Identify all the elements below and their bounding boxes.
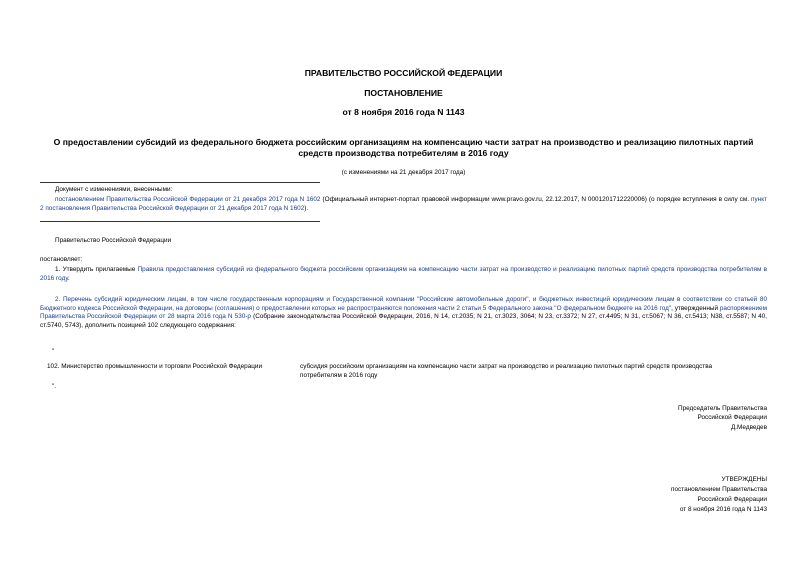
paragraph-2: [40, 296, 767, 330]
document-type: ПОСТАНОВЛЕНИЕ: [364, 88, 443, 98]
insert-open-quote: ": [52, 348, 55, 355]
government-line: Правительство Российской Федерации: [55, 237, 172, 244]
link-amendment-1602[interactable]: постановлением Правительства Российской Федерации от 21 декабря 2017 года N 1602: [55, 196, 321, 203]
changes-text: [40, 196, 767, 213]
divider-top: [40, 182, 320, 183]
changes-end: ).: [304, 204, 309, 212]
link-order-530[interactable]: распоряжением Правительства Российской Федерации от 28 марта 2016 года N 530-р: [40, 304, 767, 321]
paragraph-1-start: 1. Утвердить прилагаемые: [55, 266, 138, 273]
approved-heading: УТВЕРЖДЕНЫ: [721, 476, 767, 483]
approved-by: постановлением Правительства: [671, 486, 767, 493]
decides-line: постановляет:: [40, 256, 83, 263]
insert-ministry: 102. Министерство промышленности и торговли Российской Федерации: [47, 363, 263, 370]
link-amendment-point-2[interactable]: пункт 2 постановления Правительства Российской Федерации от 21 декабря 2017 года N 1602: [40, 196, 767, 212]
approved-country: Российской Федерации: [697, 496, 767, 503]
revision-note: (с изменениями на 21 декабря 2017 года): [341, 169, 466, 176]
document-title: О предоставлении субсидий из федерального бюджета российским организациям на компенсацию части затрат на производство и реализацию пилотных партий средств производства потребителям в 2016 году: [53, 137, 754, 158]
divider-bottom: [40, 221, 320, 222]
government-heading: ПРАВИТЕЛЬСТВО РОССИЙСКОЙ ФЕДЕРАЦИИ: [304, 68, 503, 78]
insert-subsidy-description: субсидия российским организациям на компенсацию части затрат на производство и реализацию пилотных партий средств производства потребителям в 2016 году: [300, 363, 713, 379]
signature-title: Председатель Правительства: [678, 405, 767, 412]
paragraph-1-end: .: [67, 274, 70, 282]
insert-close-quote: ".: [52, 383, 57, 390]
link-subsidy-list[interactable]: 2. Перечень субсидий юридическим лицам, в том числе государственным корпорациям и Государственной компании "Российские автомобильные дороги", и бюджетных инвестиций юридическим лицам в соответствии со статьей 80 Бюджетного кодекса Российской Федерации, на договоры (соглашения) о предоставлении которых не распространяются положения части 2 статьи 5 Федерального закона "О федеральном бюджете на 2016 год": [40, 296, 767, 312]
approved-date: от 8 ноября 2016 года N 1143: [679, 506, 767, 513]
link-subsidy-rules[interactable]: Правила предоставления субсидий из федерального бюджета российским организациям на компенсацию части затрат на производство и реализацию пилотных партий средств производства потребителям в 2016 году: [40, 266, 767, 282]
document-date-number: от 8 ноября 2016 года N 1143: [342, 107, 465, 117]
changes-source: (Официальный интернет-портал правовой информации www.pravo.gov.ru, 22.12.2017, N 0001201712220006) (о порядке вступления в силу см.: [320, 196, 752, 203]
changes-intro: Документ с изменениями, внесенными:: [55, 186, 173, 193]
signature-name: Д.Медведев: [730, 424, 767, 431]
paragraph-2-end: (Собрание законодательства Российской Федерации, 2016, N 14, ст.2035; N 21, ст.3023, 3064; N 23, ст.3372; N 27, ст.4495; N 31, ст.5067; N 36, ст.5413; N38, ст.5587; N 40, ст.5740, 5743), дополнить позицией 102 следующего содержания:: [40, 313, 767, 329]
signature-country: Российской Федерации: [697, 414, 767, 421]
paragraph-2-middle: , утвержденный: [671, 304, 720, 312]
paragraph-1: [40, 266, 767, 283]
